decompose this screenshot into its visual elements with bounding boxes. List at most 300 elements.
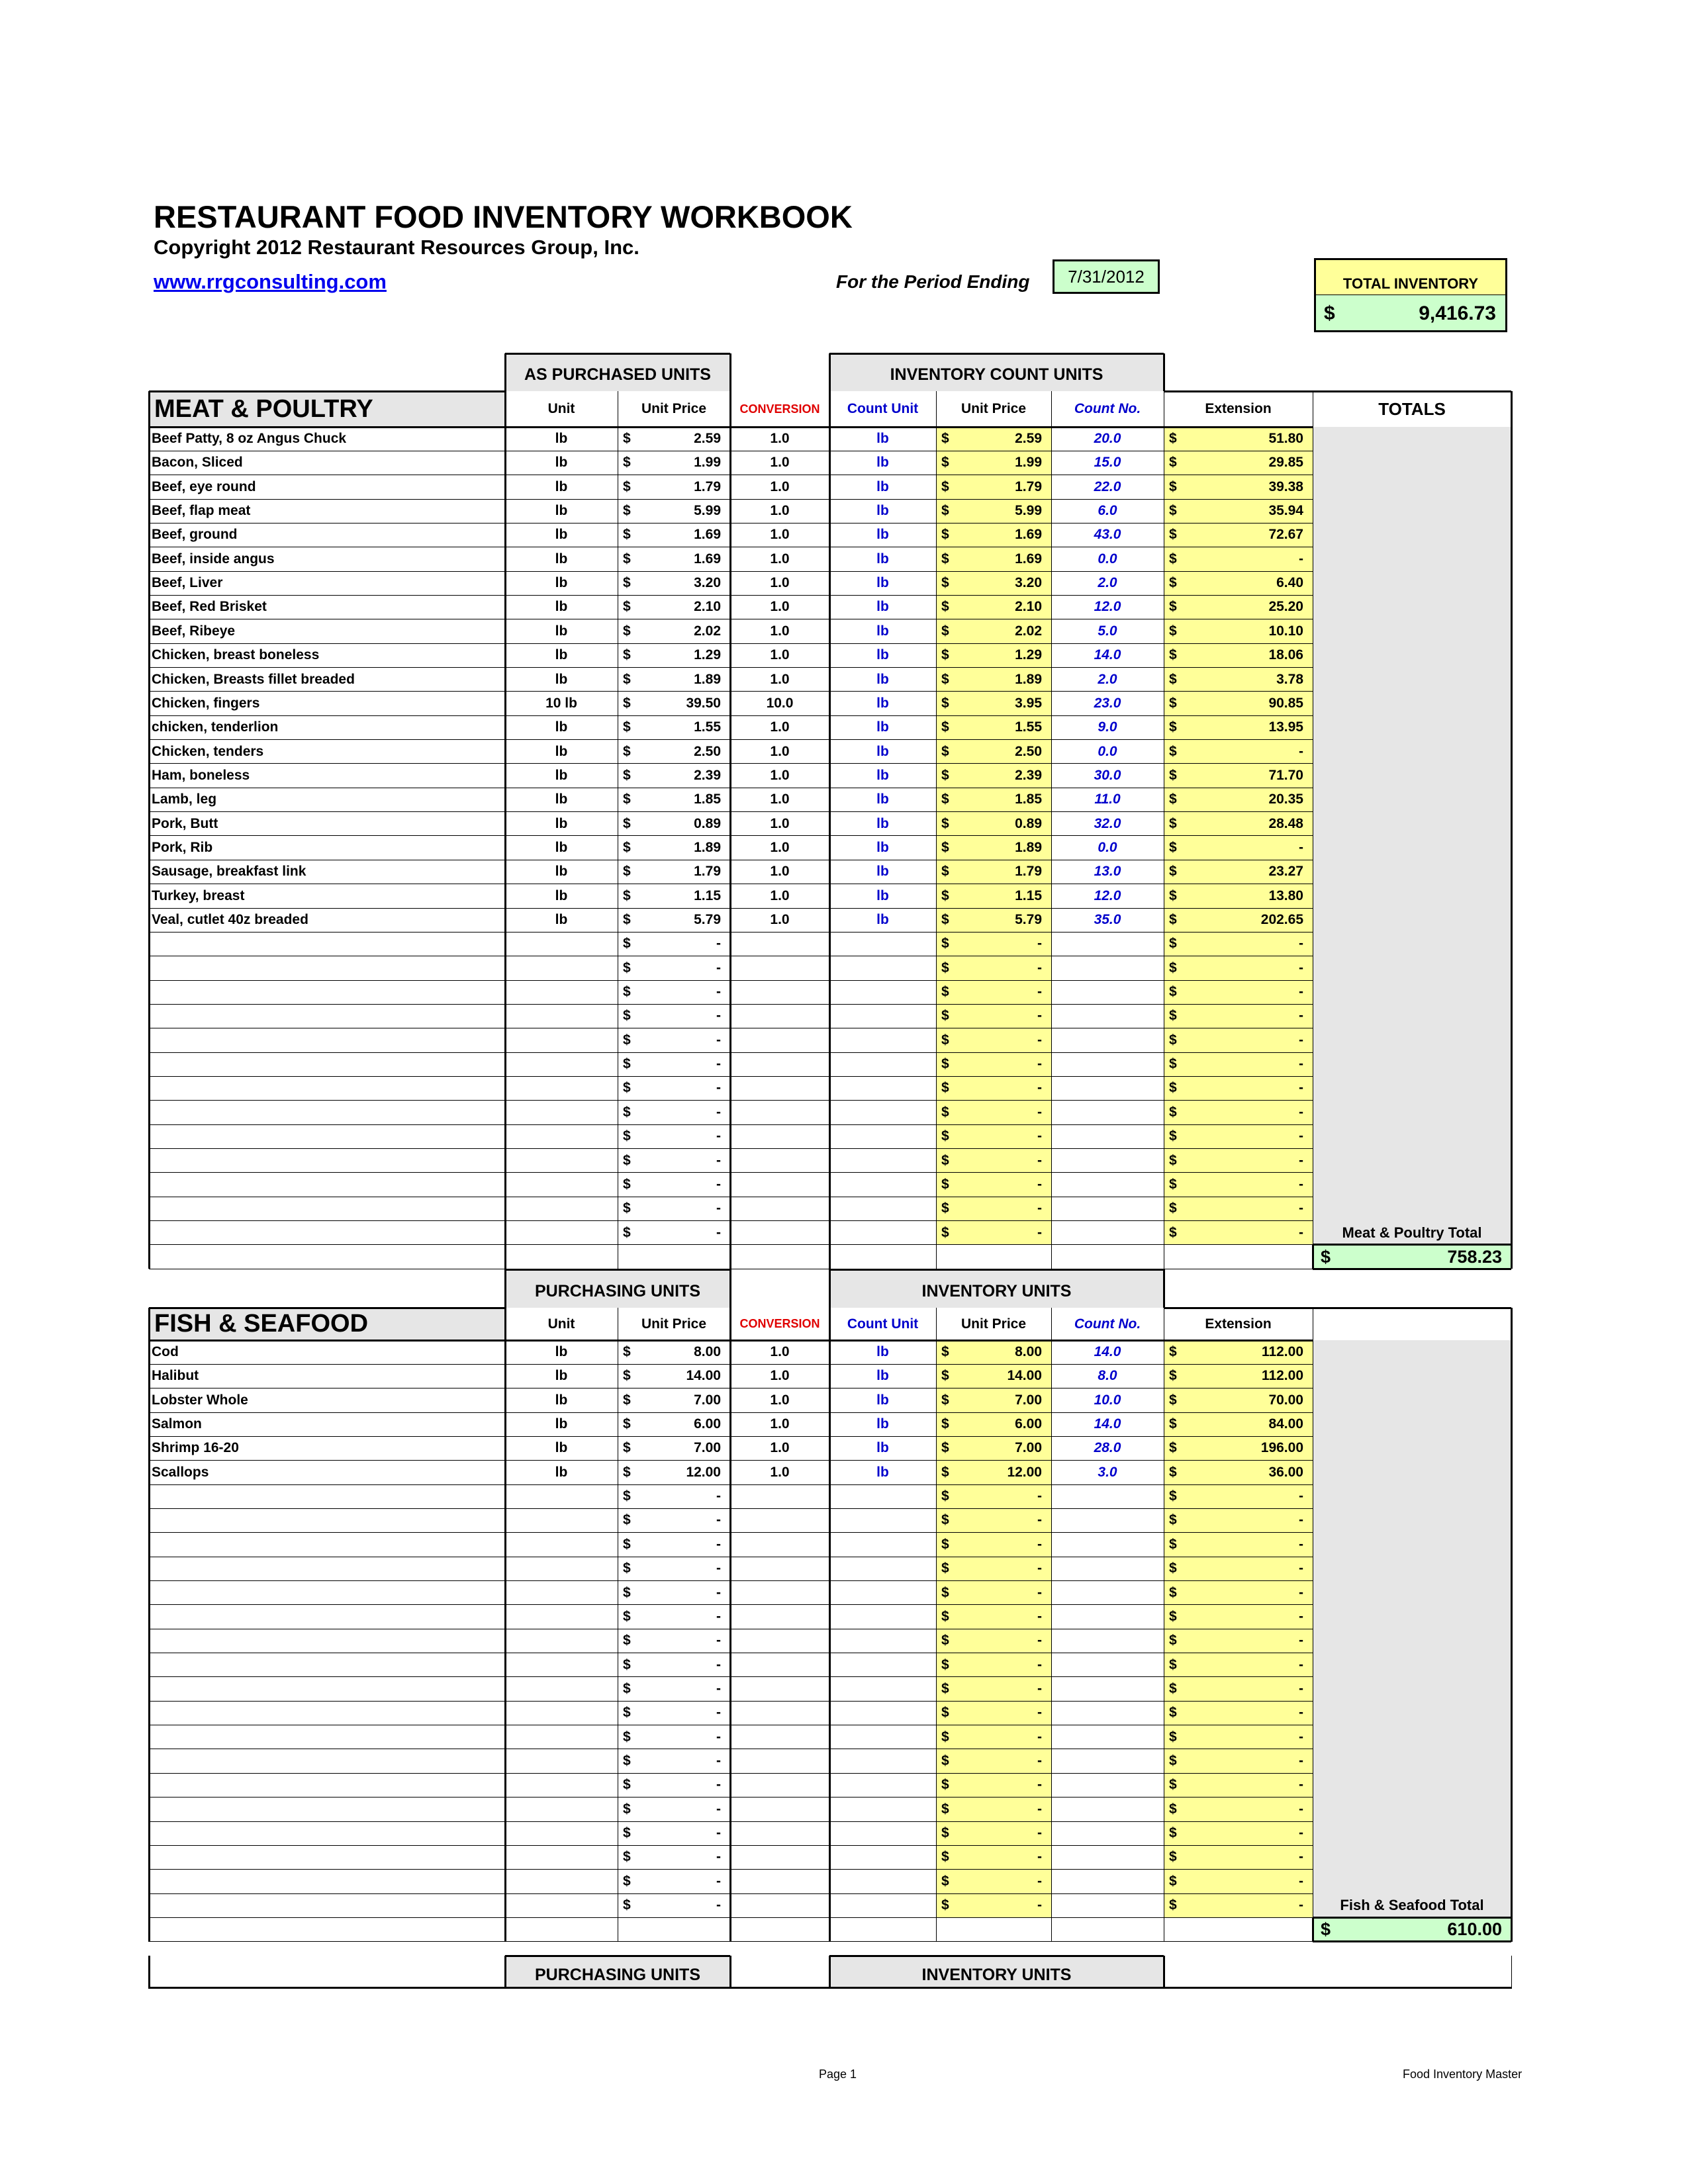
conversion-cell[interactable]: 10.0: [766, 695, 794, 711]
extension-cell: [1164, 1461, 1313, 1484]
item-name[interactable]: Sausage, breakfast link: [152, 864, 306, 880]
unit-price-cell[interactable]: [618, 1508, 730, 1532]
unit-cell[interactable]: lb: [555, 575, 568, 591]
count-no-cell[interactable]: 13.0: [1094, 864, 1121, 880]
currency-symbol: $: [941, 1201, 949, 1216]
grid-line: [504, 1308, 506, 1942]
unit-price-cell[interactable]: [618, 1149, 730, 1173]
unit-price-cell[interactable]: [618, 1893, 730, 1917]
count-unit-cell[interactable]: lb: [876, 1368, 889, 1384]
currency-symbol: $: [1169, 1680, 1177, 1696]
item-name[interactable]: Beef, eye round: [152, 478, 256, 494]
count-unit-cell[interactable]: lb: [876, 478, 889, 494]
unit-cell[interactable]: lb: [555, 455, 568, 471]
amount: 3.20: [694, 575, 721, 591]
unit-cell[interactable]: lb: [555, 792, 568, 807]
col-count-unit: Count Unit: [847, 1316, 919, 1332]
amount: -: [716, 1873, 721, 1889]
count-unit-cell[interactable]: lb: [876, 864, 889, 880]
amount: 36.00: [1268, 1464, 1303, 1480]
count-no-cell[interactable]: 11.0: [1094, 792, 1121, 807]
count-unit-cell[interactable]: lb: [876, 792, 889, 807]
period-date-cell[interactable]: 7/31/2012: [1053, 259, 1160, 294]
unit-price-cell[interactable]: [618, 932, 730, 956]
count-unit-price-cell: [936, 1749, 1051, 1773]
count-unit-cell[interactable]: lb: [876, 767, 889, 783]
currency-symbol: $: [623, 1440, 631, 1456]
currency-symbol: $: [623, 671, 631, 687]
currency-symbol: $: [623, 1032, 631, 1048]
count-unit-cell[interactable]: lb: [876, 912, 889, 927]
unit-price-cell[interactable]: [618, 1436, 730, 1460]
conversion-cell[interactable]: 1.0: [770, 815, 790, 831]
unit-cell[interactable]: lb: [555, 527, 568, 543]
extension-cell: [1164, 1124, 1313, 1148]
unit-price-cell[interactable]: [618, 860, 730, 884]
unit-price-cell[interactable]: [618, 523, 730, 547]
conversion-cell[interactable]: 1.0: [770, 1368, 790, 1384]
grid-line: [829, 353, 1164, 355]
currency-symbol: $: [623, 792, 631, 807]
amount: -: [1037, 1825, 1042, 1841]
item-name[interactable]: Scallops: [152, 1464, 209, 1480]
item-name[interactable]: Lobster Whole: [152, 1392, 248, 1408]
unit-cell[interactable]: lb: [555, 599, 568, 615]
count-unit-price-cell: [936, 1388, 1051, 1412]
currency-symbol: $: [623, 1705, 631, 1721]
count-no-cell[interactable]: 10.0: [1094, 1392, 1121, 1408]
unit-price-cell[interactable]: [618, 740, 730, 764]
grid-line: [729, 353, 731, 391]
amount: -: [1299, 984, 1303, 1000]
currency-symbol: $: [1169, 1873, 1177, 1889]
currency-symbol: $: [1169, 719, 1177, 735]
unit-cell[interactable]: 10 lb: [545, 695, 577, 711]
count-no-cell[interactable]: 23.0: [1094, 695, 1121, 711]
count-no-cell[interactable]: 6.0: [1098, 503, 1117, 519]
unit-cell[interactable]: lb: [555, 671, 568, 687]
unit-price-cell[interactable]: [618, 1004, 730, 1028]
conversion-cell[interactable]: 1.0: [770, 455, 790, 471]
unit-price-cell[interactable]: [618, 1797, 730, 1821]
website-link[interactable]: www.rrgconsulting.com: [154, 270, 387, 293]
amount: 71.70: [1268, 767, 1303, 783]
grid-line: [829, 1308, 831, 1942]
unit-cell[interactable]: lb: [555, 551, 568, 567]
extension-cell: [1164, 1533, 1313, 1557]
count-unit-price-cell: [936, 740, 1051, 764]
item-name[interactable]: Pork, Rib: [152, 839, 213, 855]
unit-price-cell[interactable]: [618, 1653, 730, 1677]
unit-cell[interactable]: lb: [555, 503, 568, 519]
conversion-cell[interactable]: 1.0: [770, 864, 790, 880]
unit-price-cell[interactable]: [618, 1076, 730, 1100]
unit-price-cell[interactable]: [618, 1870, 730, 1893]
count-no-cell[interactable]: 20.0: [1094, 431, 1121, 446]
conversion-cell[interactable]: 1.0: [770, 1344, 790, 1359]
unit-price-cell[interactable]: [618, 1388, 730, 1412]
conversion-cell[interactable]: 1.0: [770, 887, 790, 903]
count-no-cell[interactable]: 0.0: [1098, 839, 1117, 855]
conversion-cell[interactable]: 1.0: [770, 743, 790, 759]
conversion-cell[interactable]: 1.0: [770, 671, 790, 687]
count-unit-cell[interactable]: lb: [876, 1440, 889, 1456]
grid-line: [729, 391, 731, 1269]
count-unit-cell[interactable]: lb: [876, 431, 889, 446]
conversion-cell[interactable]: 1.0: [770, 478, 790, 494]
unit-price-cell[interactable]: [618, 1484, 730, 1508]
count-no-cell[interactable]: 0.0: [1098, 743, 1117, 759]
currency-symbol: $: [623, 1680, 631, 1696]
unit-price-cell[interactable]: [618, 1581, 730, 1605]
unit-price-cell[interactable]: [618, 595, 730, 619]
currency-symbol: $: [623, 1128, 631, 1144]
unit-price-cell[interactable]: [618, 836, 730, 860]
unit-price-cell[interactable]: [618, 1821, 730, 1845]
unit-cell[interactable]: lb: [555, 478, 568, 494]
unit-cell[interactable]: lb: [555, 1368, 568, 1384]
unit-price-cell[interactable]: [618, 1557, 730, 1580]
item-name[interactable]: Beef, ground: [152, 527, 238, 543]
amount: 2.50: [694, 743, 721, 759]
conversion-cell[interactable]: 1.0: [770, 1440, 790, 1456]
count-no-cell[interactable]: 3.0: [1098, 1464, 1117, 1480]
currency-symbol: $: [1169, 1777, 1177, 1793]
item-name[interactable]: Salmon: [152, 1416, 202, 1432]
conversion-cell[interactable]: 1.0: [770, 792, 790, 807]
count-unit-price-cell: [936, 836, 1051, 860]
amount: -: [1037, 1705, 1042, 1721]
amount: -: [1299, 1777, 1303, 1793]
amount: 0.89: [694, 815, 721, 831]
count-no-cell[interactable]: 9.0: [1098, 719, 1117, 735]
currency-symbol: $: [623, 719, 631, 735]
unit-cell[interactable]: lb: [555, 815, 568, 831]
item-name[interactable]: Bacon, Sliced: [152, 455, 243, 471]
item-name[interactable]: Ham, boneless: [152, 767, 250, 783]
amount: -: [716, 1488, 721, 1504]
count-no-cell[interactable]: 5.0: [1098, 623, 1117, 639]
count-unit-price-cell: [936, 1004, 1051, 1028]
currency-symbol: $: [623, 647, 631, 663]
col-count-unit-price: Unit Price: [961, 1316, 1027, 1332]
currency-symbol: $: [623, 1825, 631, 1841]
amount: -: [1299, 1056, 1303, 1072]
conversion-cell[interactable]: 1.0: [770, 1464, 790, 1480]
amount: -: [1037, 1561, 1042, 1576]
count-unit-price-cell: [936, 1101, 1051, 1124]
amount: 8.00: [1015, 1344, 1042, 1359]
conversion-cell[interactable]: 1.0: [770, 647, 790, 663]
count-unit-cell[interactable]: lb: [876, 575, 889, 591]
unit-price-cell[interactable]: [618, 692, 730, 715]
count-unit-cell[interactable]: lb: [876, 551, 889, 567]
conversion-cell[interactable]: 1.0: [770, 503, 790, 519]
amount: -: [1299, 1873, 1303, 1889]
amount: -: [1037, 1488, 1042, 1504]
unit-price-cell[interactable]: [618, 812, 730, 836]
col-count-no: Count No.: [1074, 1316, 1141, 1332]
unit-cell[interactable]: lb: [555, 912, 568, 927]
amount: 29.85: [1268, 455, 1303, 471]
currency-symbol: $: [623, 1368, 631, 1384]
currency-symbol: $: [623, 623, 631, 639]
conversion-cell[interactable]: 1.0: [770, 575, 790, 591]
currency-symbol: $: [941, 1561, 949, 1576]
extension-cell: [1164, 643, 1313, 667]
count-unit-cell[interactable]: lb: [876, 743, 889, 759]
unit-cell[interactable]: lb: [555, 1464, 568, 1480]
currency-symbol: $: [623, 455, 631, 471]
unit-cell[interactable]: lb: [555, 1392, 568, 1408]
unit-price-cell[interactable]: [618, 1173, 730, 1197]
amount: -: [1299, 1201, 1303, 1216]
count-no-cell[interactable]: 28.0: [1094, 1440, 1121, 1456]
unit-price-cell[interactable]: [618, 1533, 730, 1557]
unit-price-cell[interactable]: [618, 1364, 730, 1388]
unit-price-cell[interactable]: [618, 1773, 730, 1797]
unit-cell[interactable]: lb: [555, 743, 568, 759]
unit-price-cell[interactable]: [618, 451, 730, 475]
count-no-cell[interactable]: 14.0: [1094, 647, 1121, 663]
currency-symbol: $: [623, 1777, 631, 1793]
currency-symbol: $: [1169, 503, 1177, 519]
conversion-cell[interactable]: 1.0: [770, 551, 790, 567]
count-unit-cell[interactable]: lb: [876, 455, 889, 471]
unit-price-cell[interactable]: [618, 1677, 730, 1701]
grid-line: [936, 1308, 937, 1942]
count-no-cell[interactable]: 12.0: [1094, 887, 1121, 903]
amount: 5.79: [1015, 912, 1042, 927]
item-name[interactable]: Beef, Red Brisket: [152, 599, 267, 615]
unit-cell[interactable]: lb: [555, 839, 568, 855]
count-group-header: INVENTORY COUNT UNITS: [829, 359, 1164, 391]
currency-symbol: $: [1169, 912, 1177, 927]
currency-symbol: $: [1169, 960, 1177, 976]
unit-cell[interactable]: lb: [555, 864, 568, 880]
count-no-cell[interactable]: 14.0: [1094, 1416, 1121, 1432]
unit-price-cell[interactable]: [618, 1725, 730, 1749]
item-name[interactable]: Chicken, fingers: [152, 695, 260, 711]
currency-symbol: $: [623, 1104, 631, 1120]
conversion-cell[interactable]: 1.0: [770, 1392, 790, 1408]
unit-price-cell[interactable]: [618, 427, 730, 451]
unit-price-cell[interactable]: [618, 1701, 730, 1725]
count-no-cell[interactable]: 30.0: [1094, 767, 1121, 783]
grid-line: [1164, 1307, 1511, 1309]
extension-cell: [1164, 1101, 1313, 1124]
amount: 28.48: [1268, 815, 1303, 831]
currency-symbol: $: [941, 1705, 949, 1721]
item-name[interactable]: Shrimp 16-20: [152, 1440, 239, 1456]
count-no-cell[interactable]: 2.0: [1098, 575, 1117, 591]
item-name[interactable]: Turkey, breast: [152, 887, 245, 903]
count-unit-cell[interactable]: lb: [876, 1344, 889, 1359]
count-no-cell[interactable]: 43.0: [1094, 527, 1121, 543]
amount: 84.00: [1268, 1416, 1303, 1432]
amount: -: [1037, 1873, 1042, 1889]
count-unit-cell[interactable]: lb: [876, 671, 889, 687]
conversion-cell[interactable]: 1.0: [770, 1416, 790, 1432]
item-name[interactable]: Halibut: [152, 1368, 199, 1384]
currency-symbol: $: [1169, 1801, 1177, 1817]
currency-symbol: $: [941, 1176, 949, 1192]
unit-price-cell[interactable]: [618, 1101, 730, 1124]
extension-cell: [1164, 451, 1313, 475]
unit-cell[interactable]: lb: [555, 647, 568, 663]
amount: 35.94: [1268, 503, 1303, 519]
currency-symbol: $: [941, 1777, 949, 1793]
item-name[interactable]: Chicken, tenders: [152, 743, 264, 759]
unit-price-cell[interactable]: [618, 715, 730, 739]
count-unit-cell[interactable]: lb: [876, 1416, 889, 1432]
count-unit-cell[interactable]: lb: [876, 527, 889, 543]
conversion-cell[interactable]: 1.0: [770, 431, 790, 446]
conversion-cell[interactable]: 1.0: [770, 767, 790, 783]
purchase-group-header: PURCHASING UNITS: [505, 1275, 730, 1308]
unit-cell[interactable]: lb: [555, 1344, 568, 1359]
count-no-cell[interactable]: 22.0: [1094, 478, 1121, 494]
item-name[interactable]: Beef, flap meat: [152, 503, 251, 519]
count-unit-cell[interactable]: lb: [876, 815, 889, 831]
unit-price-cell[interactable]: [618, 1340, 730, 1364]
count-unit-cell[interactable]: lb: [876, 1392, 889, 1408]
count-no-cell[interactable]: 14.0: [1094, 1344, 1121, 1359]
count-no-cell[interactable]: 2.0: [1098, 671, 1117, 687]
currency-symbol: $: [623, 527, 631, 543]
unit-price-cell[interactable]: [618, 1052, 730, 1076]
amount: 196.00: [1260, 1440, 1303, 1456]
unit-price-cell[interactable]: [618, 1749, 730, 1773]
count-unit-cell[interactable]: lb: [876, 623, 889, 639]
currency-symbol: $: [1169, 599, 1177, 615]
item-name[interactable]: Beef Patty, 8 oz Angus Chuck: [152, 431, 347, 446]
conversion-cell[interactable]: 1.0: [770, 599, 790, 615]
count-unit-cell[interactable]: lb: [876, 503, 889, 519]
unit-price-cell[interactable]: [618, 547, 730, 571]
conversion-cell[interactable]: 1.0: [770, 623, 790, 639]
item-name[interactable]: Beef, inside angus: [152, 551, 275, 567]
count-no-cell[interactable]: 8.0: [1098, 1368, 1117, 1384]
unit-price-cell[interactable]: [618, 1605, 730, 1629]
unit-cell[interactable]: lb: [555, 1440, 568, 1456]
item-name[interactable]: Beef, Ribeye: [152, 623, 236, 639]
unit-price-cell[interactable]: [618, 499, 730, 523]
grid-line: [829, 391, 831, 1269]
unit-price-cell[interactable]: [618, 643, 730, 667]
count-unit-cell[interactable]: lb: [876, 695, 889, 711]
count-no-cell[interactable]: 0.0: [1098, 551, 1117, 567]
unit-price-cell[interactable]: [618, 1028, 730, 1052]
count-unit-cell[interactable]: lb: [876, 887, 889, 903]
count-unit-cell[interactable]: lb: [876, 1464, 889, 1480]
currency-symbol: $: [623, 1392, 631, 1408]
unit-price-cell[interactable]: [618, 1461, 730, 1484]
currency-symbol: $: [623, 1512, 631, 1528]
amount: 10.10: [1268, 623, 1303, 639]
unit-price-cell[interactable]: [618, 884, 730, 908]
item-name[interactable]: Pork, Butt: [152, 815, 218, 831]
unit-cell[interactable]: lb: [555, 1416, 568, 1432]
unit-price-cell[interactable]: [618, 788, 730, 811]
unit-price-cell[interactable]: [618, 571, 730, 595]
unit-price-cell[interactable]: [618, 1629, 730, 1653]
unit-cell[interactable]: lb: [555, 431, 568, 446]
col-count-unit-price: Unit Price: [961, 401, 1027, 416]
unit-price-cell[interactable]: [618, 764, 730, 788]
unit-price-cell[interactable]: [618, 980, 730, 1004]
amount: 6.00: [694, 1416, 721, 1432]
grid-line: [504, 353, 506, 391]
count-unit-cell[interactable]: lb: [876, 719, 889, 735]
amount: -: [1299, 1488, 1303, 1504]
unit-price-cell[interactable]: [618, 908, 730, 932]
item-name[interactable]: Beef, Liver: [152, 575, 223, 591]
unit-price-cell[interactable]: [618, 1221, 730, 1245]
count-unit-price-cell: [936, 1629, 1051, 1653]
unit-cell[interactable]: lb: [555, 719, 568, 735]
grid-line: [829, 1956, 831, 1989]
amount: 1.29: [1015, 647, 1042, 663]
item-name[interactable]: Cod: [152, 1344, 179, 1359]
unit-price-cell[interactable]: [618, 1197, 730, 1220]
count-unit-cell[interactable]: lb: [876, 647, 889, 663]
amount: 758.23: [1447, 1246, 1502, 1267]
conversion-cell[interactable]: 1.0: [770, 527, 790, 543]
extension-cell: [1164, 571, 1313, 595]
period-label: For the Period Ending: [836, 271, 1030, 292]
extension-cell: [1164, 1197, 1313, 1220]
unit-cell[interactable]: lb: [555, 767, 568, 783]
currency-symbol: $: [623, 478, 631, 494]
amount: 39.50: [686, 695, 721, 711]
conversion-cell[interactable]: 1.0: [770, 912, 790, 927]
count-unit-cell[interactable]: lb: [876, 599, 889, 615]
conversion-cell[interactable]: 1.0: [770, 839, 790, 855]
currency-symbol: $: [623, 1729, 631, 1745]
currency-symbol: $: [623, 1752, 631, 1768]
unit-price-cell[interactable]: [618, 956, 730, 980]
item-name[interactable]: Chicken, Breasts fillet breaded: [152, 671, 355, 687]
currency-symbol: $: [1169, 1752, 1177, 1768]
item-name[interactable]: Lamb, leg: [152, 792, 217, 807]
unit-price-cell[interactable]: [618, 475, 730, 499]
conversion-cell[interactable]: 1.0: [770, 719, 790, 735]
unit-cell[interactable]: lb: [555, 887, 568, 903]
amount: 2.39: [694, 767, 721, 783]
count-unit-cell[interactable]: lb: [876, 839, 889, 855]
count-unit-price-cell: [936, 1773, 1051, 1797]
count-no-cell[interactable]: 15.0: [1094, 455, 1121, 471]
unit-price-cell[interactable]: [618, 1412, 730, 1436]
count-no-cell[interactable]: 35.0: [1094, 912, 1121, 927]
count-no-cell[interactable]: 12.0: [1094, 599, 1121, 615]
item-name[interactable]: Chicken, breast boneless: [152, 647, 320, 663]
amount: 2.50: [1015, 743, 1042, 759]
item-name[interactable]: Veal, cutlet 40z breaded: [152, 912, 308, 927]
unit-cell[interactable]: lb: [555, 623, 568, 639]
count-no-cell[interactable]: 32.0: [1094, 815, 1121, 831]
amount: 1.29: [694, 647, 721, 663]
unit-price-cell[interactable]: [618, 1845, 730, 1869]
amount: -: [1299, 1897, 1303, 1913]
item-name[interactable]: chicken, tenderlion: [152, 719, 279, 735]
count-unit-price-cell: [936, 956, 1051, 980]
currency-symbol: $: [941, 743, 949, 759]
unit-price-cell[interactable]: [618, 668, 730, 692]
unit-price-cell[interactable]: [618, 1124, 730, 1148]
unit-price-cell[interactable]: [618, 619, 730, 643]
